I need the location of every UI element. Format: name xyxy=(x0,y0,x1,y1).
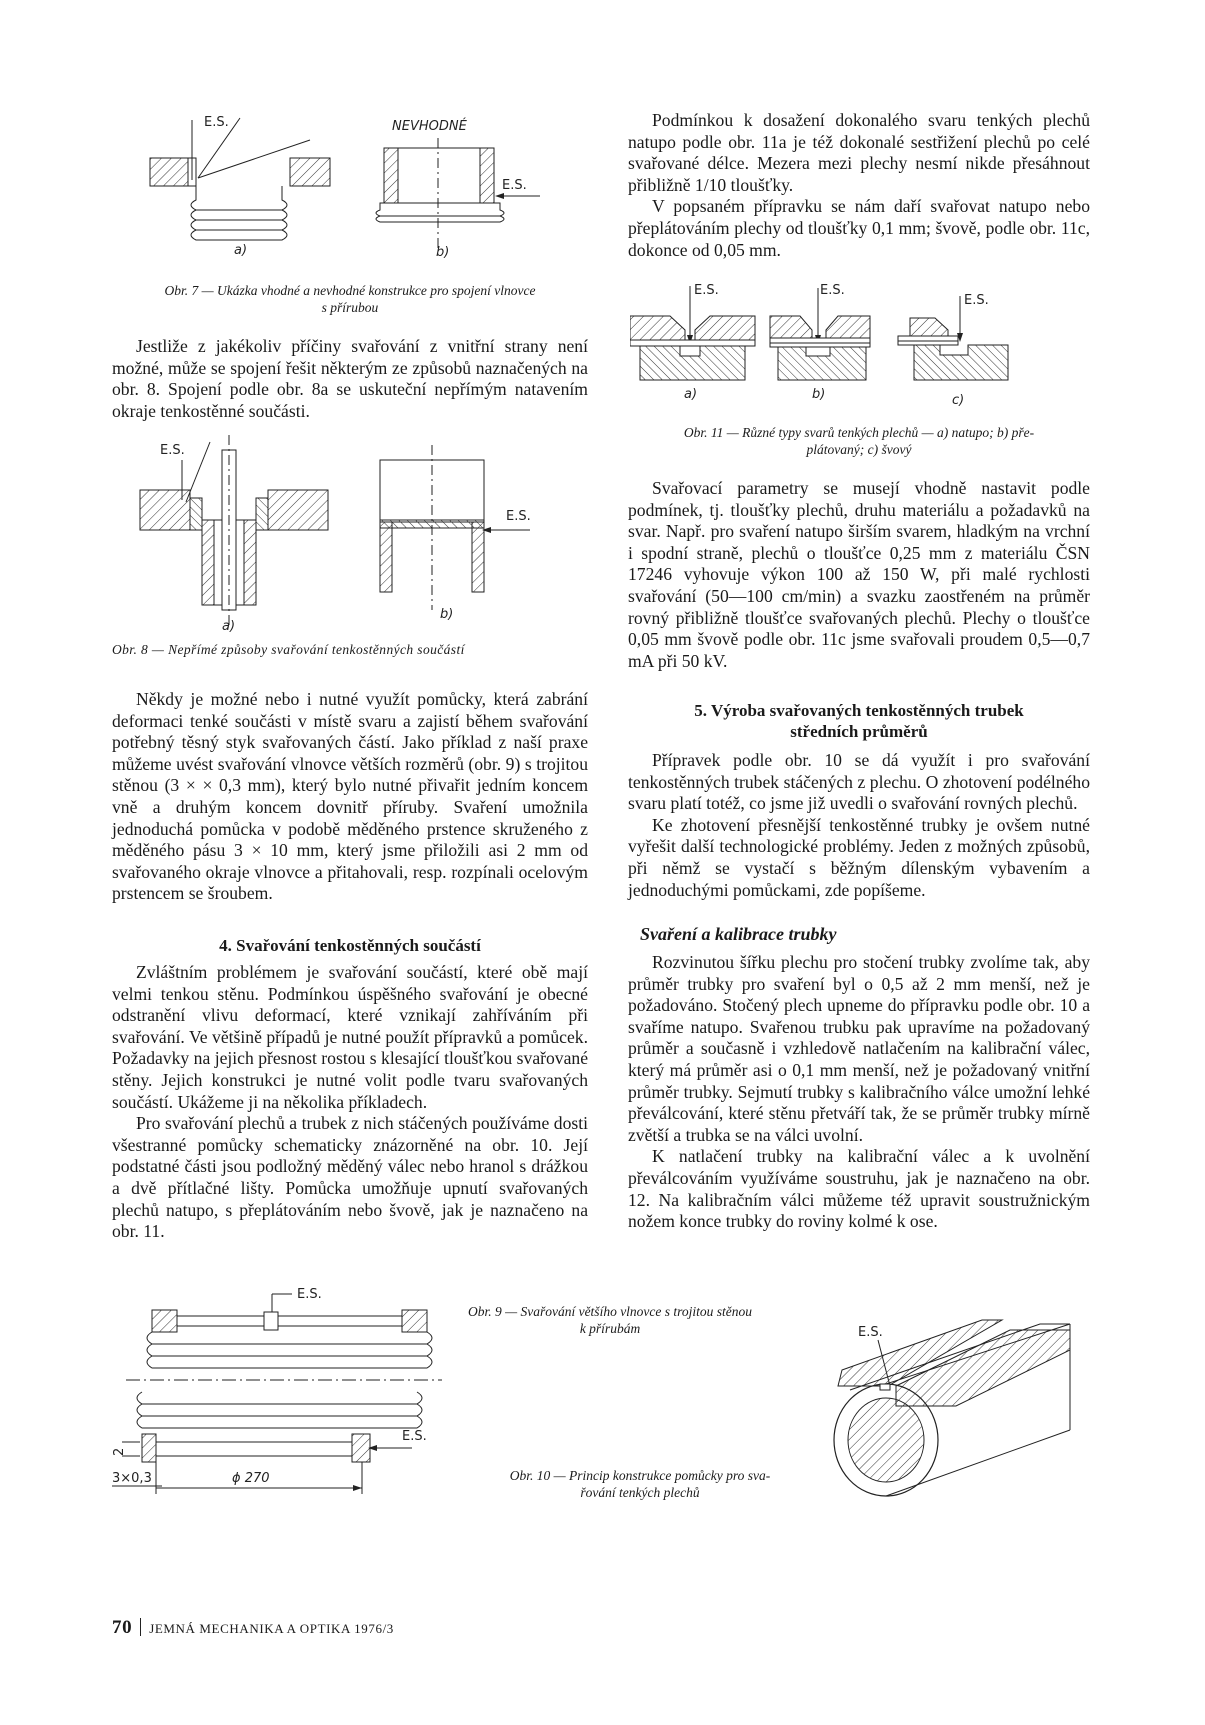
left-paragraph-3: Zvláštním problémem je svařování součástí, které obě mají velmi tenkou stěnu. Podmínkou úspěšného svařování je obecné odstranění vlivu deformací, které vznikají zahříváním při svařování. Ve většině případů je nutné použít přípravků a pomůcek. Požadavky na jejich přesnost rostou s klesající tloušťkou svařované stěny. Jejich konstrukci je nutné volit podle tvaru svařovaných součástí. Ukážeme ji na několika příkladech. xyxy=(112,962,588,1112)
section-heading-4: 4. Svařování tenkostěnných součástí xyxy=(219,936,481,955)
fig11-es-label-a: E.S. xyxy=(694,283,719,298)
subsection-heading: Svaření a kalibrace trubky xyxy=(640,924,837,944)
fig8-label-a: a) xyxy=(222,619,236,634)
figure-11-caption: Obr. 11 — Různé typy svarů tenkých plechů — a) natupo; b) pře- plátovaný; c) švový xyxy=(683,425,1035,457)
section-heading-5: 5. Výroba svařovaných tenkostěnných trubek středních průměrů xyxy=(694,701,1024,741)
fig7-nevhodne-label: NEVHODNÉ xyxy=(392,119,467,134)
page-number: 70 xyxy=(112,1617,133,1638)
fig9-es-label-bottom: E.S. xyxy=(402,1429,427,1444)
page-footer xyxy=(112,1617,394,1639)
figure-8-caption: Obr. 8 — Nepřímé způsoby svařování tenkostěnných součástí xyxy=(112,642,465,657)
fig7-label-a: a) xyxy=(234,243,248,258)
right-paragraph-2: V popsaném přípravku se nám daří svařovat natupo nebo přeplátováním plechy od tloušťky 0,1 mm; švově, podle obr. 11c, dokonce od 0,05 mm. xyxy=(628,196,1090,260)
figure-9-drawing xyxy=(112,1280,452,1530)
footer-divider xyxy=(140,1618,141,1636)
figure-10-drawing xyxy=(830,1310,1080,1500)
figure-7-drawing xyxy=(140,110,580,280)
fig11-label-b: b) xyxy=(812,387,826,402)
fig8-es-label-a: E.S. xyxy=(160,443,185,458)
fig11-es-label-c: E.S. xyxy=(964,293,989,308)
right-column-middle xyxy=(628,478,1090,672)
left-column-top xyxy=(112,336,588,422)
fig7-label-b: b) xyxy=(436,245,450,260)
journal-name: JEMNÁ MECHANIKA A OPTIKA 1976/3 xyxy=(149,1621,394,1636)
figure-7-caption: Obr. 7 — Ukázka vhodné a nevhodné konstrukce pro spojení vlnovce s přírubou xyxy=(164,283,536,315)
fig9-dim-2: 2 xyxy=(112,1447,127,1456)
fig7-es-label-a: E.S. xyxy=(204,115,229,130)
right-column-section-5 xyxy=(628,750,1090,901)
left-paragraph-1: Jestliže z jakékoliv příčiny svařování z vnitřní strany není možné, může se spojení řešit některým ze způsobů naznačených na obr. 8. Spojení podle obr. 8a se uskuteční nepřímým natavením okraje tenkostěnné součásti. xyxy=(112,336,588,421)
right-column-top xyxy=(628,110,1090,261)
figure-9-caption: Obr. 9 — Svařování většího vlnovce s trojitou stěnou k přírubám xyxy=(467,1304,753,1336)
fig9-es-label-top: E.S. xyxy=(297,1287,322,1302)
fig7-es-label-b: E.S. xyxy=(502,178,527,193)
right-paragraph-6: Rozvinutou šířku plechu pro stočení trubky zvolíme tak, aby průměr trubky pro svaření byl o 0,5 až 2 mm menší, než je požadováno. Stočený plech upneme do přípravku podle obr. 10 a svaříme natupo. Svařenou trubku pak upravíme na požadovaný průměr a současně i vzhledově natlačením na kalibrační válec, který má průměr asi o 0,1 mm menší, než je požadovaný vnitřní průměr trubky. Sejmutí trubky s kalibračního válce umožní lehké převálcování, které stěnu přetváří tak, že se průměr trubky mírně zvětší a trubka se na válci uvolní. xyxy=(628,952,1090,1145)
fig9-dim-3x03: 3×0,3 xyxy=(112,1471,152,1486)
right-paragraph-4: Přípravek podle obr. 10 se dá využít i pro svařování tenkostěnných trubek stáčených z plechu. O zhotovení podélného svaru platí totéž, co jsme již uvedli o svařování rovných plechů. xyxy=(628,750,1090,814)
right-paragraph-7: K natlačení trubky na kalibrační válec a k uvolnění převálcováním využíváme soustruhu, jak je naznačeno na obr. 12. Na kalibračním válci můžeme též upravit soustružnickým nožem konce trubky do roviny kolmé k ose. xyxy=(628,1146,1090,1232)
fig11-label-c: c) xyxy=(952,393,965,408)
left-column-bottom xyxy=(112,689,588,905)
fig11-es-label-b: E.S. xyxy=(820,283,845,298)
figure-10-caption: Obr. 10 — Princip konstrukce pomůcky pro sva- řování tenkých plechů xyxy=(509,1468,771,1500)
left-column-section-4 xyxy=(112,962,588,1243)
fig11-label-a: a) xyxy=(684,387,698,402)
figure-8-drawing xyxy=(130,430,570,635)
left-paragraph-4: Pro svařování plechů a trubek z nich stáčených používáme dosti všestranné pomůcky schematicky znázorněné na obr. 10. Její podstatné části jsou podložný měděný válec nebo hranol s drážkou a dvě přítlačné lišty. Pomůcka umožňuje upnutí svařovaných plechů natupo, s přeplátováním nebo švově, jak je naznačeno na obr. 11. xyxy=(112,1113,588,1242)
fig10-es-label: E.S. xyxy=(858,1325,883,1340)
left-paragraph-2: Někdy je možné nebo i nutné využít pomůcky, která zabrání deformaci tenké součásti v místě svaru a zajistí během svařování potřebný těsný styk svařovaných částí. Jako příklad z naší praxe můžeme uvést svařování vlnovce větších rozměrů (obr. 9) s trojitou stěnou (3 × × 0,3 mm), který bylo nutné přivařit jedním koncem vně a druhým koncem dovnitř příruby. Svaření umožnila jednoduchá pomůcka v podobě měděného prstence skruženého z měděného pásu 3 × 10 mm, který jsme přiložili asi 2 mm od svařovaného okraje vlnovce a přitahovali, resp. rozpínali ocelovým prstencem se šroubem. xyxy=(112,689,588,904)
fig9-dim-270: ϕ 270 xyxy=(232,1471,270,1486)
right-paragraph-3: Svařovací parametry se musejí vhodně nastavit podle podmínek, tj. tloušťky plechů, druhu materiálu a požadavků na svar. Např. pro svaření natupo širším svarem, hladkým na vrchní i spodní straně, plechů o tloušťce 0,25 mm z materiálu ČSN 17246 vyhovuje výkon 100 až 150 W, při malé rychlosti svařování (50—100 cm/min) a svazku zaostřeném na průměr rovný přibližně tloušťce svařovaných plechů. Plechy o tloušťce 0,05 mm švově podle obr. 11c jsme svařovali proudem 0,5—0,7 mA při 50 kV. xyxy=(628,478,1090,671)
right-paragraph-5: Ke zhotovení přesnější tenkostěnné trubky je ovšem nutné vyřešit další technologické problémy. Jeden z možných způsobů, při němž se vystačí s běžným dílenským vybavením a jednoduchými pomůckami, zde popíšeme. xyxy=(628,814,1090,900)
right-column-bottom xyxy=(628,952,1090,1233)
right-paragraph-1: Podmínkou k dosažení dokonalého svaru tenkých plechů natupo podle obr. 11a je též dokonalé sestřižení plechů po celé svařované délce. Mezera mezi plechy nesmí nikde přesáhnout přibližně 1/10 tloušťky. xyxy=(628,110,1090,195)
fig8-label-b: b) xyxy=(440,607,454,622)
fig8-es-label-b: E.S. xyxy=(506,509,531,524)
figure-11-drawing xyxy=(630,280,1070,410)
